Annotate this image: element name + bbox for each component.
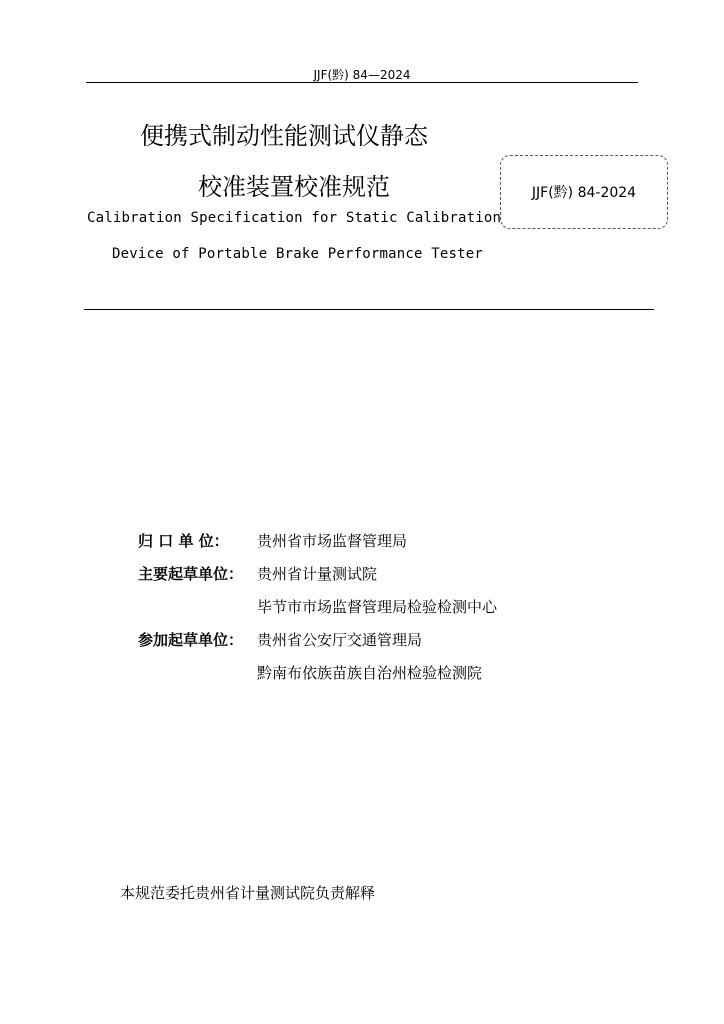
participating-unit-2: 黔南布依族苗族自治州检验检测院: [257, 664, 483, 682]
standard-code-box: [500, 155, 668, 229]
participating-unit-label: 参加起草单位：: [138, 631, 244, 649]
responsible-unit: 贵州省市场监督管理局: [257, 532, 408, 550]
title-rule: [84, 309, 654, 310]
title-en-line1: Calibration Specification for Static Calibration: [87, 210, 502, 226]
title-zh-line1: 便携式制动性能测试仪静态: [140, 122, 428, 150]
standard-code-text: JJF(黔) 84-2024: [531, 185, 637, 201]
interpretation-note: 本规范委托贵州省计量测试院负责解释: [120, 884, 376, 902]
participating-unit-1: 贵州省公安厅交通管理局: [257, 631, 423, 649]
header-rule: [86, 82, 638, 83]
drafting-unit-2: 毕节市市场监督管理局检验检测中心: [257, 598, 498, 616]
title-en-line2: Device of Portable Brake Performance Tester: [112, 246, 484, 262]
responsible-unit-label: 归 口 单 位：: [138, 532, 229, 550]
drafting-unit-label: 主要起草单位：: [138, 565, 244, 583]
drafting-unit-1: 贵州省计量测试院: [257, 565, 378, 583]
title-zh-line2: 校准装置校准规范: [198, 173, 390, 201]
header-standard-code: JJF(黔) 84—2024: [313, 68, 411, 82]
